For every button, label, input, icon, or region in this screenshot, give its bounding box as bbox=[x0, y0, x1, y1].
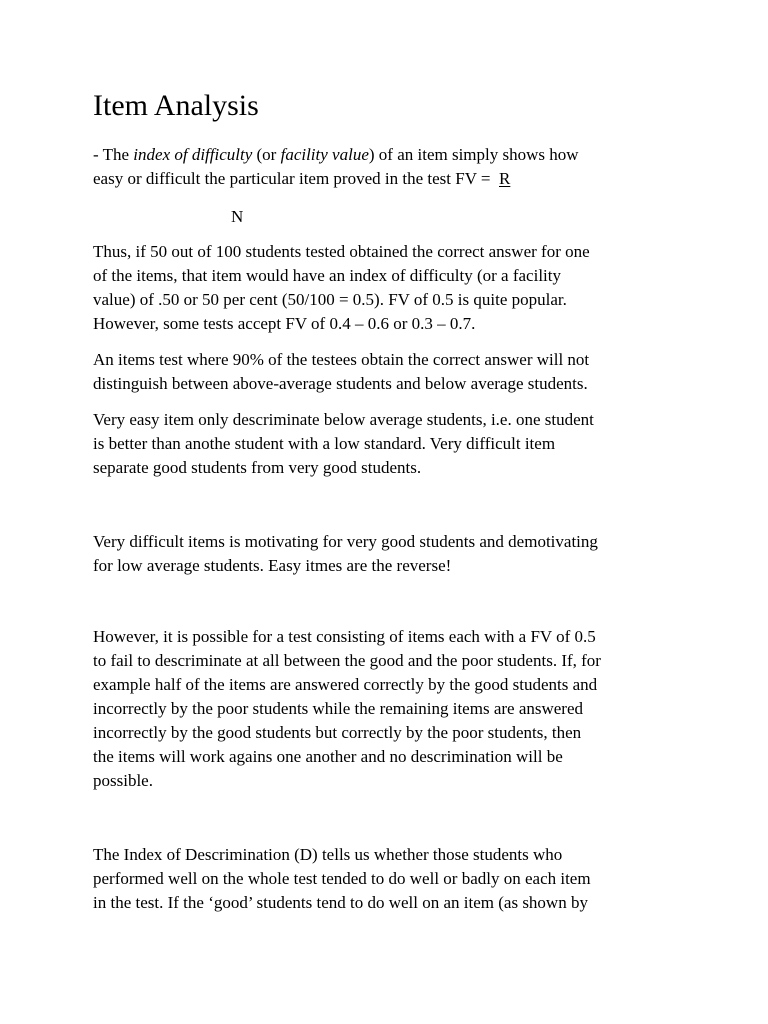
paragraph-line: incorrectly by the poor students while the remaining items are answered bbox=[93, 699, 584, 718]
paragraph-2 bbox=[93, 348, 693, 396]
paragraph-line: for low average students. Easy itmes are the reverse! bbox=[93, 556, 452, 575]
paragraph-line: to fail to descriminate at all between the good and the poor students. If, for bbox=[93, 651, 601, 670]
paragraph-line: is better than anothe student with a low standard. Very difficult item bbox=[93, 434, 556, 453]
term-facility-value: facility value bbox=[280, 145, 369, 164]
paragraph-line: However, some tests accept FV of 0.4 – 0.6 or 0.3 – 0.7. bbox=[93, 314, 476, 333]
page-title: Item Analysis bbox=[93, 89, 259, 122]
term-index-of-difficulty: index of difficulty bbox=[133, 145, 253, 164]
paragraph-line: of the items, that item would have an index of difficulty (or a facility bbox=[93, 266, 561, 285]
paragraph-line: The Index of Descrimination (D) tells us whether those students who bbox=[93, 845, 563, 864]
paragraph-5 bbox=[93, 625, 693, 793]
paragraph-line: possible. bbox=[93, 771, 153, 790]
intro-paragraph bbox=[93, 143, 693, 191]
intro-line-2 bbox=[93, 167, 693, 191]
paragraph-line: example half of the items are answered correctly by the good students and bbox=[93, 675, 598, 694]
paragraph-1 bbox=[93, 240, 693, 336]
intro-after: ) of an item simply shows how bbox=[368, 145, 579, 164]
paragraph-4 bbox=[93, 530, 693, 578]
intro-paren-open: (or bbox=[256, 145, 277, 164]
paragraph-line: Very difficult items is motivating for very good students and demotivating bbox=[93, 532, 598, 551]
paragraph-line: value) of .50 or 50 per cent (50/100 = 0.5). FV of 0.5 is quite popular. bbox=[93, 290, 567, 309]
intro-dash: - The bbox=[93, 145, 130, 164]
paragraph-line: distinguish between above-average students and below average students. bbox=[93, 374, 588, 393]
intro-line-1 bbox=[93, 143, 693, 167]
paragraph-6 bbox=[93, 843, 693, 915]
formula-numerator: R bbox=[499, 169, 511, 188]
paragraph-line: separate good students from very good students. bbox=[93, 458, 422, 477]
paragraph-line: Very easy item only descriminate below average students, i.e. one student bbox=[93, 410, 594, 429]
paragraph-line: performed well on the whole test tended to do well or badly on each item bbox=[93, 869, 591, 888]
paragraph-line: in the test. If the ‘good’ students tend to do well on an item (as shown by bbox=[93, 893, 588, 912]
paragraph-line: However, it is possible for a test consisting of items each with a FV of 0.5 bbox=[93, 627, 596, 646]
intro-line2-text: easy or difficult the particular item proved in the test FV = bbox=[93, 169, 491, 188]
paragraph-line: incorrectly by the good students but correctly by the poor students, then bbox=[93, 723, 582, 742]
formula-denominator: N bbox=[231, 207, 244, 226]
paragraph-line: the items will work agains one another and no descrimination will be bbox=[93, 747, 563, 766]
paragraph-line: Thus, if 50 out of 100 students tested obtained the correct answer for one bbox=[93, 242, 590, 261]
paragraph-line: An items test where 90% of the testees obtain the correct answer will not bbox=[93, 350, 590, 369]
paragraph-3 bbox=[93, 408, 693, 480]
